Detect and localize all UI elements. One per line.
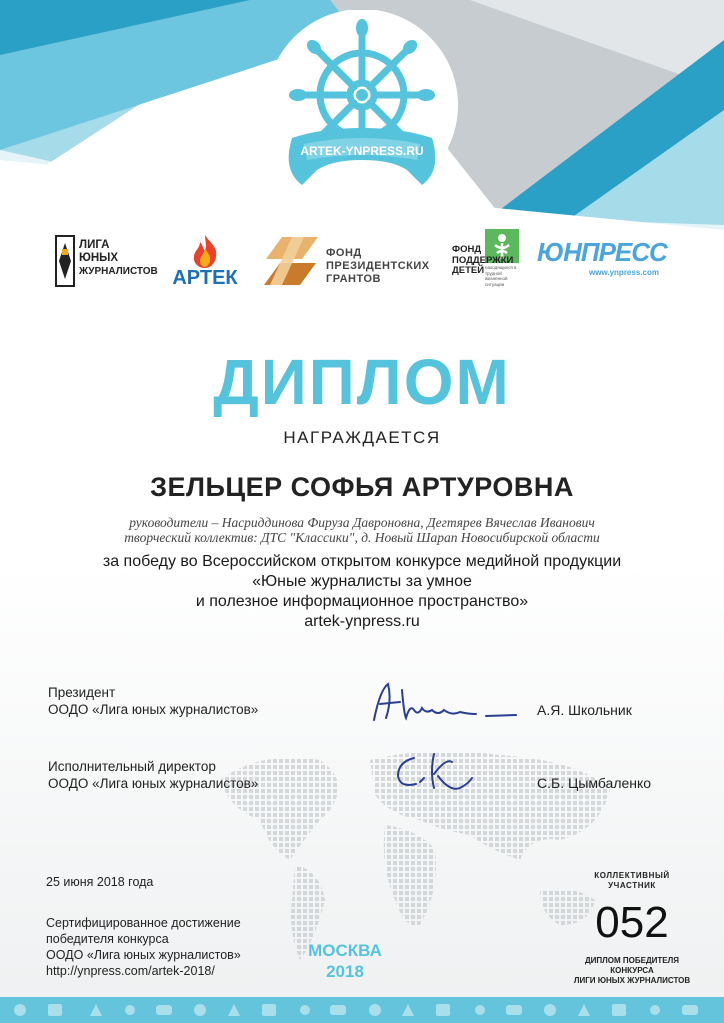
logo-fond-children-line-1: ФОНД: [452, 244, 482, 255]
issue-date: 25 июня 2018 года: [46, 875, 154, 889]
cert-line-1: Сертифицированное достижение: [46, 916, 241, 930]
logo-fond-children: [452, 229, 532, 295]
logo-fond-prez: [262, 235, 442, 290]
participant-label-line-2: УЧАСТНИК: [608, 881, 656, 890]
participant-label: [586, 871, 678, 891]
certification-block: [46, 915, 241, 979]
reason-line-1: за победу во Всероссийском открытом конкурсе медийной продукции: [102, 553, 622, 570]
ship-wheel-icon: [262, 10, 462, 200]
cert-line-3: ООДО «Лига юных журналистов»: [46, 948, 241, 962]
diploma-title: ДИПЛОМ: [213, 346, 511, 418]
reason-url: artek-ynpress.ru: [304, 613, 420, 630]
reason-line-3: и полезное информационное пространство»: [195, 593, 529, 610]
signatory-2-title: Исполнительный директор: [48, 759, 216, 774]
signatory-1-name: А.Я. Школьник: [537, 702, 632, 718]
participant-description: [566, 956, 698, 986]
supervisors-line-2: творческий коллектив: ДТС "Классики", д. Новый Шарап Новосибирской области: [124, 530, 600, 545]
emblem-ribbon-text: ARTEK-YNPRESS.RU: [300, 144, 424, 158]
cert-url: http://ynpress.com/artek-2018/: [46, 964, 215, 978]
footer-icons-pattern: [0, 997, 724, 1023]
logo-fond-children-line-2: ПОДДЕРЖКИ: [452, 254, 514, 266]
logo-artek: [166, 233, 244, 293]
city-block: [300, 940, 390, 982]
participant-label-line-1: КОЛЛЕКТИВНЫЙ: [594, 871, 670, 880]
awarded-label: НАГРАЖДАЕТСЯ: [283, 428, 441, 447]
signatory-2-name: С.Б. Цымбаленко: [537, 775, 652, 791]
participant-desc-line-3: ЛИГИ ЮНЫХ ЖУРНАЛИСТОВ: [573, 976, 691, 985]
signatory-1-org: ООДО «Лига юных журналистов»: [48, 702, 259, 717]
participant-desc-line-2: КОНКУРСА: [610, 966, 654, 975]
participant-number: 052: [595, 898, 669, 947]
partner-logos: [0, 225, 724, 300]
logo-ynpress-name: ЮНПРЕСС: [537, 237, 667, 267]
logo-artek-name: АРТЕК: [172, 267, 238, 289]
logo-fond-prez-line-2: ПРЕЗИДЕНТСКИХ: [326, 260, 430, 272]
stripes-logo-icon: [262, 235, 320, 287]
city-year: 2018: [326, 962, 364, 981]
supervisors-line-1: руководители – Насриддинова Фируза Давроновна, Дегтярев Вячеслав Иванович: [129, 515, 595, 530]
city-name: МОСКВА: [308, 941, 382, 960]
footer-band: [0, 997, 724, 1023]
logo-liga: [55, 235, 158, 285]
logo-fond-prez-line-3: ГРАНТОВ: [326, 273, 381, 285]
signature-2: [390, 748, 480, 798]
logo-ynpress: [537, 237, 667, 282]
signature-1: [366, 680, 522, 726]
signatory-1-block: [48, 684, 258, 718]
logo-liga-line-1: ЛИГА: [79, 239, 110, 251]
logo-fond-prez-line-1: ФОНД: [326, 247, 362, 259]
logo-ynpress-url: www.ynpress.com: [589, 268, 659, 277]
signatory-1-title: Президент: [48, 685, 116, 700]
cert-line-2: победителя конкурса: [46, 932, 169, 946]
supervisors-text: [40, 515, 684, 545]
logo-fond-children-small: находящихся в трудной жизненной ситуации: [485, 265, 517, 287]
reason-line-2: «Юные журналисты за умное: [252, 573, 472, 590]
logo-liga-line-3: ЖУРНАЛИСТОВ: [79, 266, 158, 277]
signatory-2-block: [48, 758, 258, 792]
recipient-name: ЗЕЛЬЦЕР СОФЬЯ АРТУРОВНА: [150, 472, 574, 502]
flame-icon: [188, 233, 222, 269]
signatory-2-org: ООДО «Лига юных журналистов»: [48, 776, 259, 791]
fountain-pen-icon: [55, 235, 75, 287]
logo-fond-children-line-3: ДЕТЕЙ: [452, 265, 485, 276]
participant-desc-line-1: ДИПЛОМ ПОБЕДИТЕЛЯ: [584, 956, 679, 965]
logo-liga-line-2: ЮНЫХ: [79, 252, 119, 264]
award-reason: [0, 552, 724, 632]
